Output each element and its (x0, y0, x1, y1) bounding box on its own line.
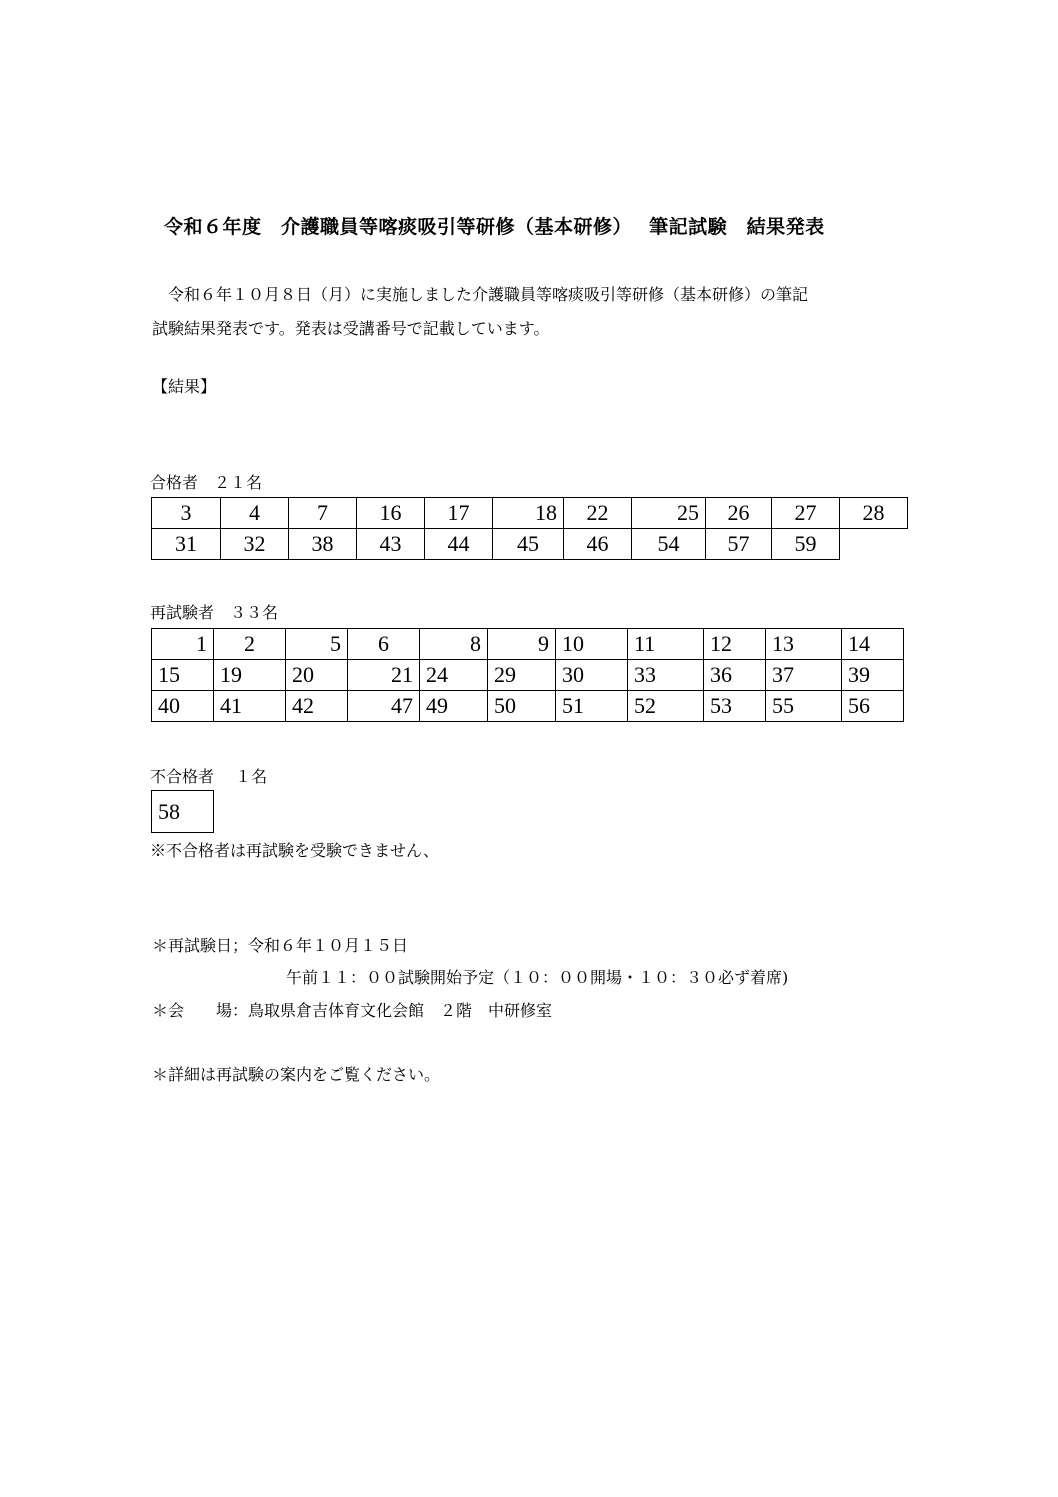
results-heading: 【結果】 (152, 377, 217, 396)
table-cell: 27 (772, 498, 840, 529)
table-cell: 15 (152, 660, 214, 691)
table-cell: 55 (766, 691, 842, 722)
failed-note: ※不合格者は再試験を受験できません、 (150, 841, 439, 860)
page-title: 令和６年度 介護職員等喀痰吸引等研修（基本研修） 筆記試験 結果発表 (164, 216, 825, 238)
table-cell: 58 (152, 791, 214, 833)
table-cell-empty (840, 529, 908, 560)
table-cell: 56 (842, 691, 904, 722)
table-cell: 40 (152, 691, 214, 722)
table-cell: 54 (632, 529, 706, 560)
retest-date: ＊再試験日；令和６年１０月１５日 (152, 936, 409, 955)
table-cell: 11 (628, 629, 704, 660)
table-cell: 41 (214, 691, 286, 722)
table-cell: 50 (488, 691, 556, 722)
table-cell: 1 (152, 629, 214, 660)
table-cell: 17 (425, 498, 493, 529)
table-cell: 18 (493, 498, 564, 529)
table-cell: 2 (214, 629, 286, 660)
table-cell: 37 (766, 660, 842, 691)
table-cell: 29 (488, 660, 556, 691)
table-row (152, 529, 908, 560)
table-cell: 14 (842, 629, 904, 660)
table-cell: 45 (493, 529, 564, 560)
table-row (152, 629, 904, 660)
failed-table (151, 790, 214, 833)
table-cell: 9 (488, 629, 556, 660)
table-cell: 31 (152, 529, 221, 560)
table-cell: 30 (556, 660, 628, 691)
table-cell: 47 (348, 691, 420, 722)
table-row (152, 498, 908, 529)
intro-line-2: 試験結果発表です。発表は受講番号で記載しています。 (152, 319, 550, 338)
table-cell: 16 (357, 498, 425, 529)
table-row (152, 660, 904, 691)
retest-venue: ＊会 場：鳥取県倉吉体育文化会館 ２階 中研修室 (152, 1001, 553, 1020)
table-cell: 24 (420, 660, 488, 691)
table-cell: 32 (221, 529, 289, 560)
retest-time: 午前１１：００試験開始予定（１０：００開場・１０：３０必ず着席) (286, 968, 789, 987)
table-cell: 38 (289, 529, 357, 560)
table-cell: 6 (348, 629, 420, 660)
table-row (152, 791, 214, 833)
table-cell: 39 (842, 660, 904, 691)
table-cell: 8 (420, 629, 488, 660)
table-cell: 49 (420, 691, 488, 722)
table-cell: 44 (425, 529, 493, 560)
intro-paragraph (152, 278, 912, 346)
table-cell: 51 (556, 691, 628, 722)
table-cell: 25 (632, 498, 706, 529)
table-cell: 7 (289, 498, 357, 529)
table-cell: 26 (706, 498, 772, 529)
table-cell: 20 (286, 660, 348, 691)
table-cell: 19 (214, 660, 286, 691)
table-cell: 5 (286, 629, 348, 660)
retest-label: 再試験者 ３３名 (150, 603, 279, 622)
table-cell: 42 (286, 691, 348, 722)
table-cell: 12 (704, 629, 766, 660)
table-row (152, 691, 904, 722)
passed-label: 合格者 ２１名 (150, 473, 263, 492)
retest-details-note: ＊詳細は再試験の案内をご覧ください。 (152, 1065, 441, 1084)
table-cell: 53 (704, 691, 766, 722)
table-cell: 13 (766, 629, 842, 660)
retest-table (151, 628, 904, 722)
table-cell: 4 (221, 498, 289, 529)
table-cell: 10 (556, 629, 628, 660)
table-cell: 36 (704, 660, 766, 691)
passed-table (151, 497, 908, 560)
table-cell: 33 (628, 660, 704, 691)
intro-line-1: 令和６年１０月８日（月）に実施しました介護職員等喀痰吸引等研修（基本研修）の筆記 (168, 285, 809, 304)
table-cell: 52 (628, 691, 704, 722)
table-cell: 22 (564, 498, 632, 529)
table-cell: 43 (357, 529, 425, 560)
table-cell: 21 (348, 660, 420, 691)
table-cell: 57 (706, 529, 772, 560)
table-cell: 28 (840, 498, 908, 529)
table-cell: 59 (772, 529, 840, 560)
failed-label: 不合格者 １名 (150, 767, 268, 786)
table-cell: 46 (564, 529, 632, 560)
table-cell: 3 (152, 498, 221, 529)
